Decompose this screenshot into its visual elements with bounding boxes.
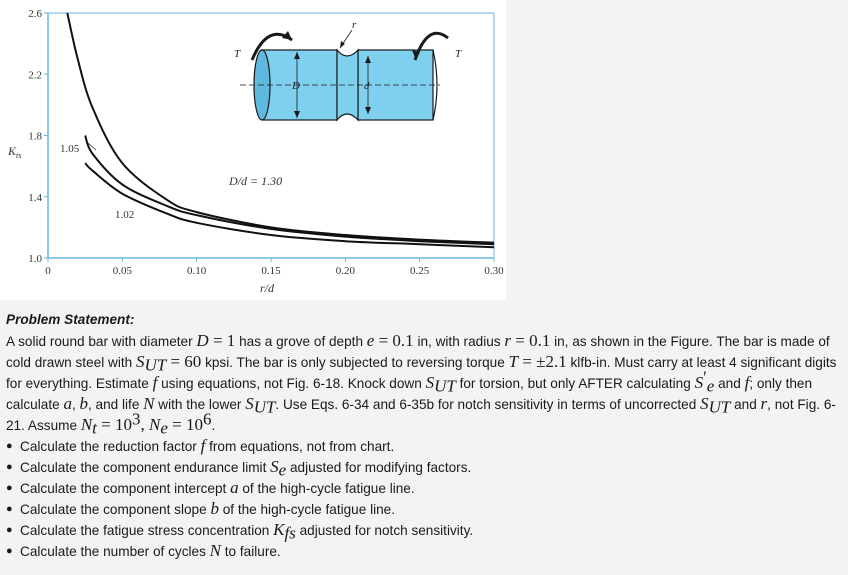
shaft-diagram — [240, 30, 448, 120]
kts-chart — [0, 0, 506, 300]
task-item: ● Calculate the component intercept a of the high-cycle fatigue line. — [6, 478, 844, 499]
curve-label-105: 1.05 — [60, 143, 80, 155]
task-item: ● Calculate the number of cycles N to failure. — [6, 541, 844, 562]
x-tick-label: 0.05 — [112, 265, 132, 277]
radius-r-label: r — [352, 19, 357, 31]
y-axis-label: $K_{ts}$ — [8, 144, 22, 160]
torque-label-right: T — [455, 48, 462, 60]
task-item: ● Calculate the reduction factor f from equations, not from chart. — [6, 436, 844, 457]
problem-statement — [6, 310, 844, 562]
x-tick-label: 0 — [45, 265, 51, 277]
curve-label-102: 1.02 — [115, 209, 135, 221]
problem-heading: Problem Statement: — [6, 312, 135, 327]
diameter-D-label: D — [292, 80, 300, 92]
x-tick-label: 0.30 — [484, 265, 504, 277]
y-tick-label: 2.2 — [28, 69, 42, 82]
y-tick-label: 1.4 — [28, 191, 42, 204]
x-tick-label: 0.20 — [335, 265, 355, 277]
series-line-dd-105 — [85, 136, 494, 245]
task-list — [6, 436, 844, 562]
diameter-d-label: d — [364, 80, 370, 92]
x-tick-label: 0.10 — [187, 265, 207, 277]
torque-label-left: T — [234, 48, 241, 60]
y-tick-label: 1.0 — [28, 253, 42, 265]
stress-concentration-figure — [0, 0, 506, 300]
y-tick-label: 1.8 — [28, 130, 42, 143]
x-axis-label: r/d — [260, 281, 275, 295]
x-tick-label: 0.25 — [410, 265, 430, 277]
task-item: ● Calculate the fatigue stress concentration $K_{fs}$ adjusted for notch sensitivity. — [6, 520, 844, 541]
x-tick-label: 0.15 — [261, 265, 281, 277]
y-tick-label: 2.6 — [28, 8, 42, 20]
curve-label-130: D/d = 1.30 — [229, 174, 283, 188]
task-item: ● Calculate the component endurance limit $S_e$ adjusted for modifying factors. — [6, 457, 844, 478]
task-item: ● Calculate the component slope b of the high-cycle fatigue line. — [6, 499, 844, 520]
series-line-dd-102 — [85, 163, 494, 247]
problem-paragraph: A solid round bar with diameter D = 1 has a grove of depth e = 0.1 in, with radius r = 0.1 in, as shown in the Figure. The bar is made of cold drawn steel with $S_{UT} = 60$ kpsi. The bar is only subjected to reversing torque T = ±2.1 klfb-in. Must carry at least 4 significant digits for everything. Estimate f using equations, not Fig. 6-18. Knock down $S_{UT}$ for torsion, but only AFTER calculating $S'_e$ and f; only then calculate a, b, and life N with the lower $S_{UT}$. Use Eqs. 6-34 and 6-35b for notch sensitivity in terms of uncorrected $S_{UT}$ and r, not Fig. 6-21. Assume $N_t = 10^3$, $N_e = 10^6$. — [6, 331, 837, 438]
